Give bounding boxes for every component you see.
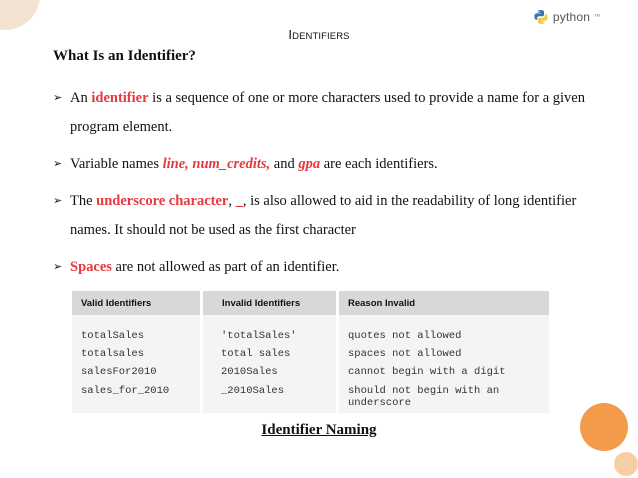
- bullet-text: ,: [228, 193, 236, 209]
- table-header-row: [72, 291, 549, 315]
- table-cell-reason: quotes not allowed: [348, 330, 462, 342]
- arrow-bullet-icon: ➢: [53, 261, 63, 273]
- highlight-variable-names: line, num_credits,: [162, 156, 271, 172]
- header-reason-invalid: Reason Invalid: [348, 298, 416, 309]
- highlight-spaces: Spaces: [70, 259, 112, 275]
- table-cell-reason: underscore: [348, 397, 412, 409]
- column-separator: [336, 291, 339, 413]
- slide-title-rest: DENTIFIERS: [292, 31, 350, 42]
- identifier-table: [72, 291, 549, 413]
- bullet-text: The: [70, 193, 97, 209]
- trademark-symbol: ™: [594, 14, 600, 20]
- arrow-bullet-icon: ➢: [53, 92, 63, 104]
- bullet-text: , is also allowed to aid in the readability of long identifier names. It should not be used as the first character: [70, 193, 577, 238]
- highlight-underscore-character: underscore character: [96, 193, 229, 209]
- bullet-item-1: [53, 84, 593, 142]
- corner-decoration-circle: [0, 0, 40, 30]
- python-snake-icon: [533, 9, 549, 25]
- table-cell-invalid: 2010Sales: [221, 366, 278, 378]
- bullet-item-2: [53, 150, 593, 179]
- highlight-gpa: gpa: [298, 156, 321, 172]
- header-valid-identifiers: Valid Identifiers: [81, 298, 152, 309]
- bullet-text: are not allowed as part of an identifier.: [111, 259, 340, 275]
- small-decoration-circle: [614, 452, 638, 476]
- bullet-item-3: [53, 187, 593, 245]
- bullet-list: [53, 84, 593, 282]
- python-logo-text: python: [552, 10, 591, 24]
- bullet-item-4: [53, 253, 593, 282]
- python-logo: [533, 9, 600, 25]
- section-heading: What Is an Identifier?: [53, 48, 196, 64]
- table-cell-invalid: total sales: [221, 348, 291, 360]
- arrow-bullet-icon: ➢: [53, 158, 63, 170]
- bullet-text: is a sequence of one or more characters used to provide a name for a given program element.: [70, 90, 585, 135]
- table-cell-valid: totalSales: [81, 330, 145, 342]
- bullet-text: An: [70, 90, 92, 106]
- header-invalid-identifiers: Invalid Identifiers: [222, 298, 301, 309]
- table-cell-invalid: _2010Sales: [221, 385, 285, 397]
- table-caption: Identifier Naming: [261, 422, 377, 438]
- table-cell-reason: should not begin with an: [348, 385, 500, 397]
- slide-title: [0, 27, 638, 42]
- table-cell-invalid: 'totalSales': [221, 330, 297, 342]
- table-cell-valid: totalsales: [81, 348, 145, 360]
- bullet-text: Variable names: [70, 156, 163, 172]
- bullet-text: are each identifiers.: [320, 156, 438, 172]
- table-cell-valid: salesFor2010: [81, 366, 157, 378]
- arrow-bullet-icon: ➢: [53, 195, 63, 207]
- highlight-underscore-symbol: _: [235, 193, 243, 209]
- table-cell-reason: spaces not allowed: [348, 348, 462, 360]
- bullet-text: and: [270, 156, 299, 172]
- column-separator: [200, 291, 203, 413]
- table-cell-reason: cannot begin with a digit: [348, 366, 506, 378]
- highlight-identifier: identifier: [91, 90, 149, 106]
- slide-title-first: I: [288, 27, 293, 42]
- table-cell-valid: sales_for_2010: [81, 385, 170, 397]
